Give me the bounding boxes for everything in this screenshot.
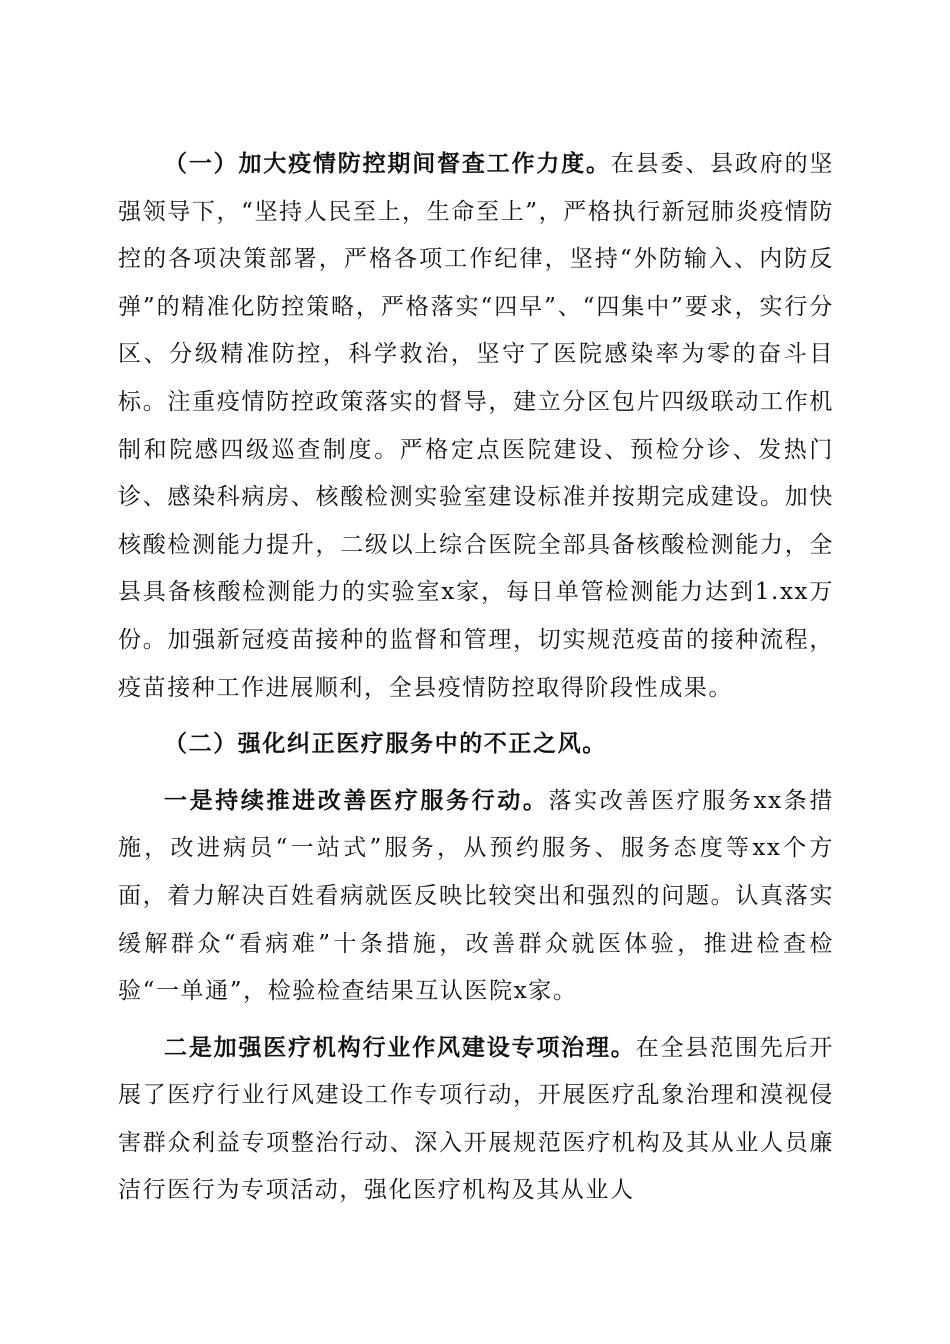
- paragraph-heading: （二）强化纠正医疗服务中的不正之风。: [164, 730, 607, 758]
- document-body: [118, 140, 834, 1215]
- paragraph-text: 在全县范围先后开展了医疗行业行风建设工作专项行动，开展医疗乱象治理和漠视侵害群众利益专项整治行动、深入开展规范医疗机构及其从业人员廉洁行医行为专项活动，强化医疗机构及其从业人: [118, 1034, 834, 1204]
- section-heading-unhealthy-practices: [118, 720, 834, 769]
- paragraph-industry-conduct: [118, 1024, 834, 1215]
- paragraph-heading: 二是加强医疗机构行业作风建设专项治理。: [164, 1033, 636, 1061]
- paragraph-text: 在县委、县政府的坚强领导下，“坚持人民至上，生命至上”，严格执行新冠肺炎疫情防控的各项决策部署，严格各项工作纪律，坚持“外防输入、内防反弹”的精准化防控策略，严格落实“四早”、“四集中”要求，实行分区、分级精准防控，科学救治，坚守了医院感染率为零的奋斗目标。注重疫情防控政策落实的督导，建立分区包片四级联动工作机制和院感四级巡查制度。严格定点医院建设、预检分诊、发热门诊、感染科病房、核酸检测实验室建设标准并按期完成建设。加快核酸检测能力提升，二级以上综合医院全部具备核酸检测能力，全县具备核酸检测能力的实验室x家，每日单管检测能力达到1.xx万份。加强新冠疫苗接种的监督和管理，切实规范疫苗的接种流程，疫苗接种工作进展顺利，全县疫情防控取得阶段性成果。: [118, 151, 834, 701]
- paragraph-text: 落实改善医疗服务xx条措施，改进病员“一站式”服务，从预约服务、服务态度等xx个方面，着力解决百姓看病就医反映比较突出和强烈的问题。认真落实缓解群众“看病难”十条措施，改善群众就医体验，推进检查检验“一单通”，检验检查结果互认医院x家。: [118, 787, 834, 1005]
- paragraph-heading: （一）加大疫情防控期间督查工作力度。: [164, 150, 611, 177]
- paragraph-epidemic-supervision: [118, 140, 834, 712]
- paragraph-improve-medical-service: [118, 777, 834, 1016]
- paragraph-heading: 一是持续推进改善医疗服务行动。: [164, 786, 549, 814]
